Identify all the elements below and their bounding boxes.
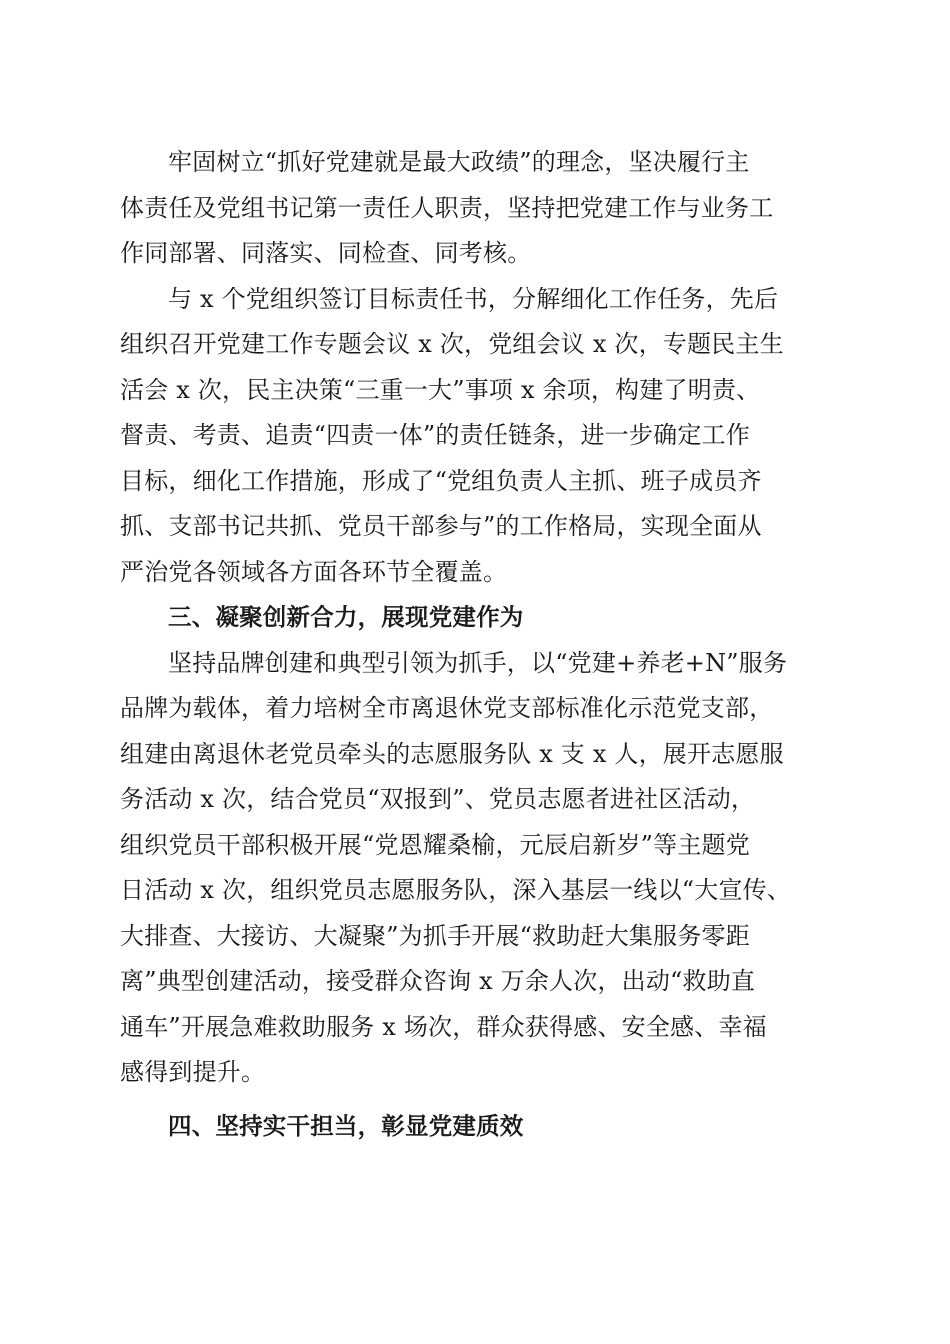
paragraph-line: 抓、支部书记共抓、党员干部参与”的工作格局，实现全面从 — [120, 512, 762, 540]
paragraph-1 — [120, 140, 840, 277]
paragraph-line: 体责任及党组书记第一责任人职责，坚持把党建工作与业务工 — [120, 193, 774, 222]
paragraph-line: 目标，细化工作措施，形成了“党组负责人主抓、班子成员齐 — [120, 466, 762, 495]
paragraph-line: 组织召开党建工作专题会议 x 次，党组会议 x 次，专题民主生 — [120, 330, 784, 358]
paragraph-line: 组织党员干部积极开展“党恩耀桑榆，元辰启新岁”等主题党 — [120, 830, 750, 859]
paragraph-line: 品牌为载体，着力培树全市离退休党支部标准化示范党支部， — [120, 694, 774, 722]
spacer — [120, 1096, 840, 1104]
paragraph-line: 作同部署、同落实、同检查、同考核。 — [120, 239, 532, 267]
paragraph-line: 通车”开展急难救助服务 x 场次，群众获得感、安全感、幸福 — [120, 1012, 767, 1041]
paragraph-line: 务活动 x 次，结合党员“双报到”、党员志愿者进社区活动， — [120, 785, 756, 813]
paragraph-line: 督责、考责、追责“四责一体”的责任链条，进一步确定工作 — [120, 421, 750, 449]
paragraph-3 — [120, 641, 840, 1096]
paragraph-line: 感得到提升。 — [120, 1058, 266, 1086]
section-heading-3: 三、凝聚创新合力，展现党建作为 — [168, 603, 524, 631]
document-body — [120, 140, 840, 1149]
paragraph-line: 日活动 x 次，组织党员志愿服务队，深入基层一线以“大宣传、 — [120, 876, 792, 904]
paragraph-2 — [120, 277, 840, 596]
paragraph-line: 牢固树立“抓好党建就是最大政绩”的理念，坚决履行主 — [168, 148, 750, 176]
paragraph-line: 严治党各领域各方面各环节全覆盖。 — [120, 557, 508, 586]
paragraph-line: 坚持品牌创建和典型引领为抓手，以“党建+养老+N”服务 — [168, 648, 788, 677]
paragraph-line: 大排查、大接访、大凝聚”为抓手开展“救助赶大集服务零距 — [120, 921, 750, 950]
paragraph-line: 活会 x 次，民主决策“三重一大”事项 x 余项，构建了明责、 — [120, 375, 761, 404]
paragraph-line: 离”典型创建活动，接受群众咨询 x 万余人次，出动“救助直 — [120, 967, 756, 995]
paragraph-line: 与 x 个党组织签订目标责任书，分解细化工作任务，先后 — [168, 284, 779, 313]
section-heading-4: 四、坚持实干担当，彰显党建质效 — [168, 1111, 524, 1140]
paragraph-line: 组建由离退休老党员牵头的志愿服务队 x 支 x 人，展开志愿服 — [120, 739, 784, 768]
